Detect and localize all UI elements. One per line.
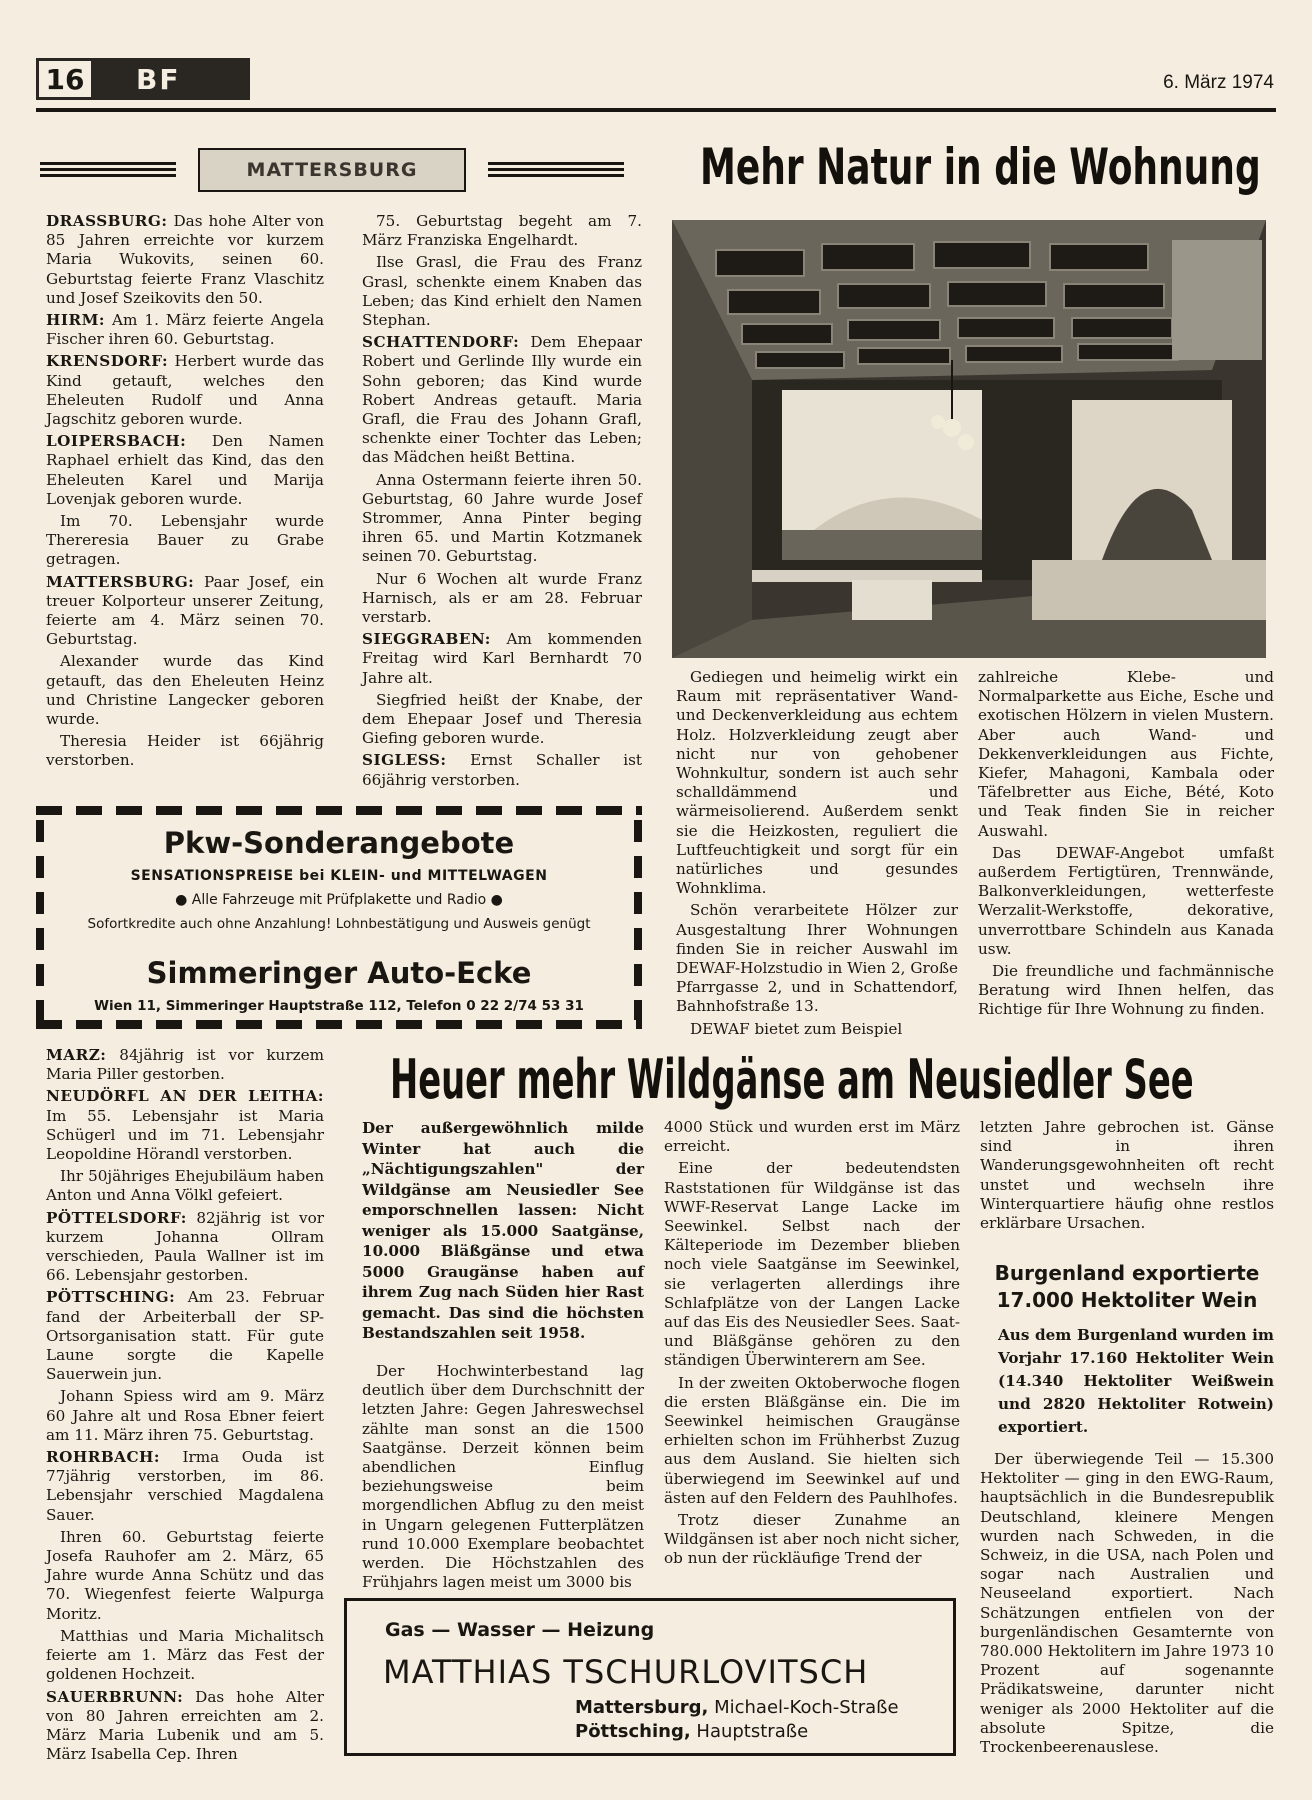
news-text: Den Namen Raphael erhielt das Kind, das den Eheleuten Karel und Marija Lovenjak geboren wurde. [46,432,324,508]
news-item [46,573,324,650]
place-name: HIRM: [46,311,105,330]
ad-location-2 [575,1721,808,1742]
news-text: Am kommenden Freitag wird Karl Bernhardt 70 Jahre alt. [362,630,642,687]
news-item [362,691,642,749]
news-item [362,212,642,250]
car-dealer-ad [36,806,642,1032]
ad-title: Pkw-Sonderangebote [163,826,515,860]
news-text: Irma Ouda ist 77jährig verstorben, im 86. Lebensjahr verschied Magdalena Sauer. [46,1448,324,1524]
header-rule [36,108,1276,112]
news-item [362,751,642,789]
news-text: Anna Ostermann feierte ihren 50. Geburtstag, 60 Jahre wurde Josef Strommer, Anna Pinter beging ihren 65. und Martin Kotzmanek seinen 70. Geburtstag. [362,470,642,566]
body-paragraph: Gediegen und heimelig wirkt ein Raum mit repräsentativer Wand- und Deckenverkleidung aus echtem Holz. Holzverkleidung zeugt aber nicht nur von gehobener Wohnkultur, sondern ist auch sehr schalldämmend und wärmeisolierend. Außerdem senkt sie die Heizkosten, reguliert die Luftfeuchtigkeit und sorgt für ein natürliches und gesundes Wohnklima. [676,668,958,898]
ad-line-3: Sofortkredite auch ohne Anzahlung! Lohnbestätigung und Ausweis genügt [87,916,591,932]
news-text: 82jährig ist vor kurzem Johanna Ollram verschieden, Paula Wallner ist im 66. Lebensjahr gestorben. [46,1208,324,1285]
place-name: SCHATTENDORF: [362,333,520,352]
body-paragraph: letzten Jahre gebrochen ist. Gänse sind in ihren Wanderungsgewohnheiten oft recht unstet und wechseln ihre Winterquartiere häufig ohne restlos erklärbare Ursachen. [980,1118,1274,1233]
news-item [46,732,324,770]
section-rule-right [488,162,624,180]
news-text: Ihr 50jähriges Ehejubiläum haben Anton und Anna Völkl gefeiert. [46,1167,324,1205]
headline-line-2: 17.000 Hektoliter Wein [996,1288,1258,1312]
place-name: PÖTTELSDORF: [46,1208,187,1227]
ad-location-1-town: Mattersburg, [575,1697,709,1718]
body-paragraph: In der zweiten Oktoberwoche flogen die ersten Bläßgänse ein. Die im Seewinkel heimischen Graugänse erhielten schon im Frühherbst Zuzug aus dem Ausland. Sie hielten sich überwiegend im Seewinkel auf und ästen auf den Feldern des Pauhlhofes. [664,1373,960,1507]
plumbing-ad [344,1598,956,1756]
news-text: Im 55. Lebensjahr ist Maria Schügerl und im 71. Lebensjahr Leopoldine Hörandl verstorben. [46,1106,324,1164]
lead-paragraph: Der außergewöhnlich milde Winter hat auch die „Nächtigungszahlen" der Wildgänse am Neusiedler See emporschnellen lassen: Nicht weniger als 15.000 Saatgänse, 10.000 Bläßgänse und etwa 5000 Graugänse haben auf ihrem Zug nach Süden hier Rast gemacht. Das sind die höchsten Bestandszahlen seit 1958. [362,1119,644,1342]
ad-border-bottom [36,1020,642,1029]
place-name: KRENSDORF: [46,352,169,371]
news-item [46,212,324,308]
body-paragraph: Die freundliche und fachmännische Beratung wird Ihnen helfen, das Richtige für Ihre Wohnung zu finden. [978,962,1274,1019]
news-text: 84jährig ist vor kurzem Maria Piller gestorben. [46,1046,324,1084]
news-text: Das hohe Alter von 80 Jahren erreichten am 2. März Maria Lubenik und am 5. März Isabella Cep. Ihren [46,1687,324,1764]
article-wildgaense-lead [362,1118,644,1344]
ad-location-2-street: Hauptstraße [690,1721,809,1742]
ad-dealer-name: Simmeringer Auto-Ecke [146,956,532,990]
news-item [362,333,642,467]
issue-date: 6. März 1974 [1163,72,1274,93]
news-item [46,1209,324,1286]
place-name: MARZ: [46,1046,107,1064]
article-wein-body [980,1450,1274,1757]
ad-company-name: MATTHIAS TSCHURLOVITSCH [383,1653,869,1691]
place-name: PÖTTSCHING: [46,1288,176,1307]
news-text: Am 23. Februar fand der Arbeiterball der SP-Ortsorganisation statt. Für gute Laune sorgte die Kapelle Sauerwein jun. [46,1288,324,1384]
news-text: Ilse Grasl, die Frau des Franz Grasl, schenkte einem Knaben das Leben; das Kind erhielt den Namen Stephan. [362,253,642,330]
place-name: DRASSBURG: [46,212,168,230]
news-item [362,471,642,567]
news-item [46,1688,324,1765]
news-text: Herbert wurde das Kind getauft, welches den Eheleuten Rudolf und Anna Jagschitz geboren wurde. [46,352,324,429]
ad-location-2-town: Pöttsching, [575,1721,691,1742]
news-item [46,1046,324,1084]
news-item [46,1167,324,1205]
article-wildgaense-column-1 [362,1362,644,1592]
article-headline-wein [980,1260,1274,1314]
body-paragraph: Trotz dieser Zunahme an Wildgänsen ist aber noch nicht sicher, ob nun der rückläufige Trend der [664,1511,960,1568]
ad-line-1: SENSATIONSPREISE bei KLEIN- und MITTELWAGEN [130,868,548,884]
page-header-tab [36,58,250,100]
news-item [46,311,324,349]
article-wein-lead [998,1324,1274,1439]
news-text: Matthias und Maria Michalitsch feierte am 1. März das Fest der goldenen Hochzeit. [46,1626,324,1684]
news-item [46,652,324,729]
article-wohnung-column-1 [676,668,958,1039]
place-name: SIEGGRABEN: [362,630,491,649]
article-wildgaense-column-2 [664,1118,960,1569]
news-text: Am 1. März feierte Angela Fischer ihren 60. Geburtstag. [46,311,324,349]
news-text: Alexander wurde das Kind getauft, das den Eheleuten Heinz und Christine Langecker geboren wurde. [46,652,324,729]
news-item [362,570,642,628]
news-text: Theresia Heider ist 66jährig verstorben. [46,732,324,770]
news-item [46,1448,324,1525]
ad-line-2: ● Alle Fahrzeuge mit Prüfplakette und Radio ● [175,892,503,908]
headline-line-1: Burgenland exportierte [994,1261,1260,1285]
local-news-column-3 [46,1046,324,1764]
ad-trade: Gas — Wasser — Heizung [385,1619,655,1641]
place-name: LOIPERSBACH: [46,432,187,451]
section-rule-left [40,162,176,180]
section-code: BF [136,62,181,96]
body-paragraph: zahlreiche Klebe- und Normalparkette aus Eiche, Esche und exotischen Hölzern in vielen Mustern. Aber auch Wand- und Dekkenverkleidungen aus Fichte, Kiefer, Mahagoni, Kambala oder Täfelbretter aus Eiche, Bété, Koto und Teak finden Sie in reicher Auswahl. [978,668,1274,840]
news-text: Johann Spiess wird am 9. März 60 Jahre alt und Rosa Ebner feiert am 11. März ihren 75. Geburtstag. [46,1387,324,1444]
place-name: NEUDÖRFL AN DER LEITHA: [46,1087,324,1106]
news-item [46,1387,324,1445]
news-item [46,1087,324,1164]
body-paragraph: DEWAF bietet zum Beispiel [690,1019,903,1038]
page-number: 16 [36,58,94,100]
article-headline-wildgaense: Heuer mehr Wildgänse am Neusiedler See [390,1048,1194,1111]
news-item [46,1288,324,1384]
body-paragraph: Der überwiegende Teil — 15.300 Hektoliter — ging in den EWG-Raum, hauptsächlich in die Bundesrepublik Deutschland, kleinere Mengen wurden nach Schweden, in die Schweiz, in die USA, nach Polen und sogar nach Australien und Neuseeland exportiert. Nach Schätzungen entfielen von der burgenländischen Gesamternte von 780.000 Hektolitern im Jahre 1973 10 Prozent auf sogenannte Prädikatsweine, darunter nicht weniger als 2000 Hektoliter auf die absolute Spitze, die Trockenbeerenauslese. [980,1450,1274,1757]
article-wohnung-column-2 [978,668,1274,1020]
body-paragraph: Eine der bedeutendsten Raststationen für Wildgänse ist das WWF-Reservat Lange Lacke im Seewinkel. Selbst nach der Kälteperiode im Dezember blieben noch viele Saatgänse im Seewinkel, sie verlagerten allerdings ihre Schlafplätze von der Langen Lacke auf das Eis des Neusiedler Sees. Saat- und Bläßgänse gehören zu den ständigen Überwinterern am See. [664,1159,960,1370]
body-paragraph: Der Hochwinterbestand lag deutlich über dem Durchschnitt der letzten Jahre: Gegen Jahreswechsel zählte man sonst an die 1500 Saatgänse. Derzeit können beim abendlichen Einflug beziehungsweise beim morgendlichen Abflug zu den meist in Ungarn gelegenen Futterplätzen rund 10.000 Exemplare beobachtet werden. Die Höchstzahlen des Frühjahrs lagen meist um 3000 bis [362,1362,644,1592]
ad-address: Wien 11, Simmeringer Hauptstraße 112, Telefon 0 22 2/74 53 31 [94,998,584,1014]
news-text: Siegfried heißt der Knabe, der dem Ehepaar Josef und Theresia Giefing geboren wurde. [362,690,642,748]
news-text: 75. Geburtstag begeht am 7. März Franziska Engelhardt. [362,212,642,250]
news-item [362,630,642,688]
body-paragraph: Das DEWAF-Angebot umfaßt außerdem Fertigtüren, Trennwände, Balkonverkleidungen, wetterfeste Werzalit-Werkstoffe, dekorative, unverrottbare Schindeln aus Kanada usw. [978,843,1274,958]
ad-location-1 [575,1697,899,1718]
news-item [46,1528,324,1624]
local-news-column-2 [362,212,642,790]
news-text: Ernst Schaller ist 66jährig verstorben. [362,751,642,789]
place-name: SIGLESS: [362,751,447,770]
news-text: Nur 6 Wochen alt wurde Franz Harnisch, als er am 28. Februar verstarb. [362,569,642,627]
news-text: Ihren 60. Geburtstag feierte Josefa Rauhofer am 2. März, 65 Jahre wurde Anna Schütz und das 70. Wiegenfest feierte Walpurga Moritz. [46,1527,324,1623]
news-item [46,512,324,570]
news-text: Dem Ehepaar Robert und Gerlinde Illy wurde ein Sohn geboren; das Kind wurde Robert Andreas getauft. Maria Grafl, die Frau des Johann Grafl, schenkte einer Tochter das Leben; das Mädchen heißt Bettina. [362,333,642,467]
interior-room-photo [672,220,1266,658]
news-text: Paar Josef, ein treuer Kolporteur unserer Zeitung, feierte am 4. März seinen 70. Geburtstag. [46,572,324,649]
body-paragraph: Schön verarbeitete Hölzer zur Ausgestaltung Ihrer Wohnungen finden Sie in reicher Auswahl im DEWAF-Holzstudio in Wien 2, Große Pfarrgasse 2, und in Schattendorf, Bahnhofstraße 13. [676,901,958,1016]
place-name: MATTERSBURG: [46,572,195,591]
ad-location-1-street: Michael-Koch-Straße [708,1697,899,1718]
article-wildgaense-column-3 [980,1118,1274,1233]
place-name: SAUERBRUNN: [46,1687,184,1706]
news-item [362,253,642,330]
news-text: Das hohe Alter von 85 Jahren erreichte vor kurzem Maria Wukovits, seinen 60. Geburtstag feierte Franz Vlaschitz und Josef Szeikovits den 50. [46,212,324,307]
ad-border-top [36,806,642,815]
lead-paragraph: Aus dem Burgenland wurden im Vorjahr 17.160 Hektoliter Wein (14.340 Hektoliter Weißwein und 2820 Hektoliter Rotwein) exportiert. [998,1326,1274,1436]
place-name: ROHRBACH: [46,1448,160,1467]
news-text: Im 70. Lebensjahr wurde Thereresia Bauer zu Grabe getragen. [46,512,324,569]
body-paragraph: 4000 Stück und wurden erst im März erreicht. [664,1118,960,1156]
news-item [46,432,324,509]
section-label: MATTERSBURG [198,148,466,192]
news-item [46,352,324,429]
local-news-column-1 [46,212,324,771]
article-headline-wohnung: Mehr Natur in die Wohnung [700,138,1261,196]
news-item [46,1627,324,1685]
